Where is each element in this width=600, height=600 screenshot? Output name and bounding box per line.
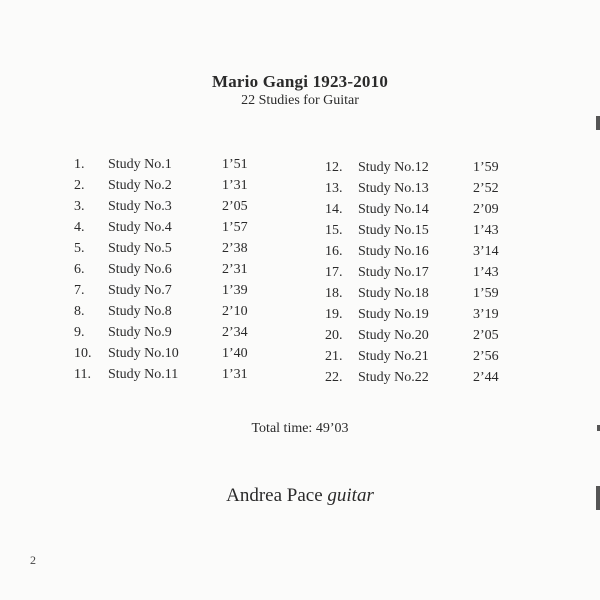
track-num: 3. <box>74 199 85 214</box>
track-row <box>74 365 274 385</box>
track-num: 9. <box>74 325 85 340</box>
track-time: 1’40 <box>222 346 248 361</box>
track-name: Study No.7 <box>108 283 172 298</box>
track-num: 22. <box>325 370 343 385</box>
track-row <box>325 263 525 283</box>
track-row <box>325 305 525 325</box>
track-time: 3’19 <box>473 307 499 322</box>
track-num: 6. <box>74 262 85 277</box>
track-name: Study No.21 <box>358 349 429 364</box>
track-num: 13. <box>325 181 343 196</box>
total-time: Total time: 49’03 <box>251 421 349 436</box>
track-num: 21. <box>325 349 343 364</box>
page-number: 2 <box>30 553 36 567</box>
track-row <box>325 179 525 199</box>
track-row <box>74 155 274 175</box>
track-name: Study No.9 <box>108 325 172 340</box>
track-name: Study No.11 <box>108 367 179 382</box>
track-name: Study No.10 <box>108 346 179 361</box>
track-time: 2’31 <box>222 262 248 277</box>
track-name: Study No.3 <box>108 199 172 214</box>
track-num: 14. <box>325 202 343 217</box>
track-row <box>74 302 274 322</box>
composer-title: Mario Gangi 1923-2010 <box>211 72 389 91</box>
track-name: Study No.6 <box>108 262 172 277</box>
track-name: Study No.12 <box>358 160 429 175</box>
track-time: 2’38 <box>222 241 248 256</box>
track-name: Study No.18 <box>358 286 429 301</box>
track-num: 2. <box>74 178 85 193</box>
track-name: Study No.8 <box>108 304 172 319</box>
track-num: 18. <box>325 286 343 301</box>
track-row <box>74 239 274 259</box>
track-row <box>74 218 274 238</box>
track-time: 2’34 <box>222 325 248 340</box>
performer-name: Andrea Pace <box>226 485 323 506</box>
track-row <box>325 242 525 262</box>
performer-credit <box>0 485 600 507</box>
track-time: 1’51 <box>222 157 248 172</box>
track-name: Study No.20 <box>358 328 429 343</box>
track-time: 2’09 <box>473 202 499 217</box>
track-time: 1’59 <box>473 160 499 175</box>
track-time: 2’10 <box>222 304 248 319</box>
track-num: 1. <box>74 157 85 172</box>
track-name: Study No.22 <box>358 370 429 385</box>
track-name: Study No.4 <box>108 220 172 235</box>
track-name: Study No.2 <box>108 178 172 193</box>
track-name: Study No.5 <box>108 241 172 256</box>
track-row <box>74 176 274 196</box>
track-row <box>74 344 274 364</box>
track-num: 4. <box>74 220 85 235</box>
track-name: Study No.15 <box>358 223 429 238</box>
edge-shadow-mark <box>596 486 600 510</box>
track-row <box>325 200 525 220</box>
track-time: 2’44 <box>473 370 499 385</box>
track-num: 17. <box>325 265 343 280</box>
track-num: 5. <box>74 241 85 256</box>
work-subtitle: 22 Studies for Guitar <box>241 93 359 108</box>
track-row <box>325 158 525 178</box>
track-name: Study No.1 <box>108 157 172 172</box>
track-time: 2’56 <box>473 349 499 364</box>
track-time: 1’31 <box>222 367 248 382</box>
track-name: Study No.17 <box>358 265 429 280</box>
track-name: Study No.19 <box>358 307 429 322</box>
track-name: Study No.13 <box>358 181 429 196</box>
track-name: Study No.16 <box>358 244 429 259</box>
track-num: 19. <box>325 307 343 322</box>
track-num: 12. <box>325 160 343 175</box>
track-num: 7. <box>74 283 85 298</box>
track-row <box>74 197 274 217</box>
track-num: 11. <box>74 367 91 382</box>
track-time: 2’52 <box>473 181 499 196</box>
track-row <box>325 284 525 304</box>
track-time: 1’43 <box>473 223 499 238</box>
track-time: 2’05 <box>222 199 248 214</box>
track-row <box>325 347 525 367</box>
track-time: 3’14 <box>473 244 499 259</box>
track-num: 20. <box>325 328 343 343</box>
track-row <box>325 221 525 241</box>
track-num: 8. <box>74 304 85 319</box>
track-name: Study No.14 <box>358 202 429 217</box>
performer-role: guitar <box>327 485 374 506</box>
track-num: 10. <box>74 346 92 361</box>
track-row <box>74 260 274 280</box>
track-row <box>325 326 525 346</box>
track-num: 16. <box>325 244 343 259</box>
track-time: 1’43 <box>473 265 499 280</box>
track-time: 1’31 <box>222 178 248 193</box>
track-num: 15. <box>325 223 343 238</box>
track-row <box>74 281 274 301</box>
track-row <box>325 368 525 388</box>
track-time: 1’59 <box>473 286 499 301</box>
track-row <box>74 323 274 343</box>
track-time: 2’05 <box>473 328 499 343</box>
edge-shadow-mark <box>596 116 600 130</box>
track-time: 1’57 <box>222 220 248 235</box>
track-time: 1’39 <box>222 283 248 298</box>
